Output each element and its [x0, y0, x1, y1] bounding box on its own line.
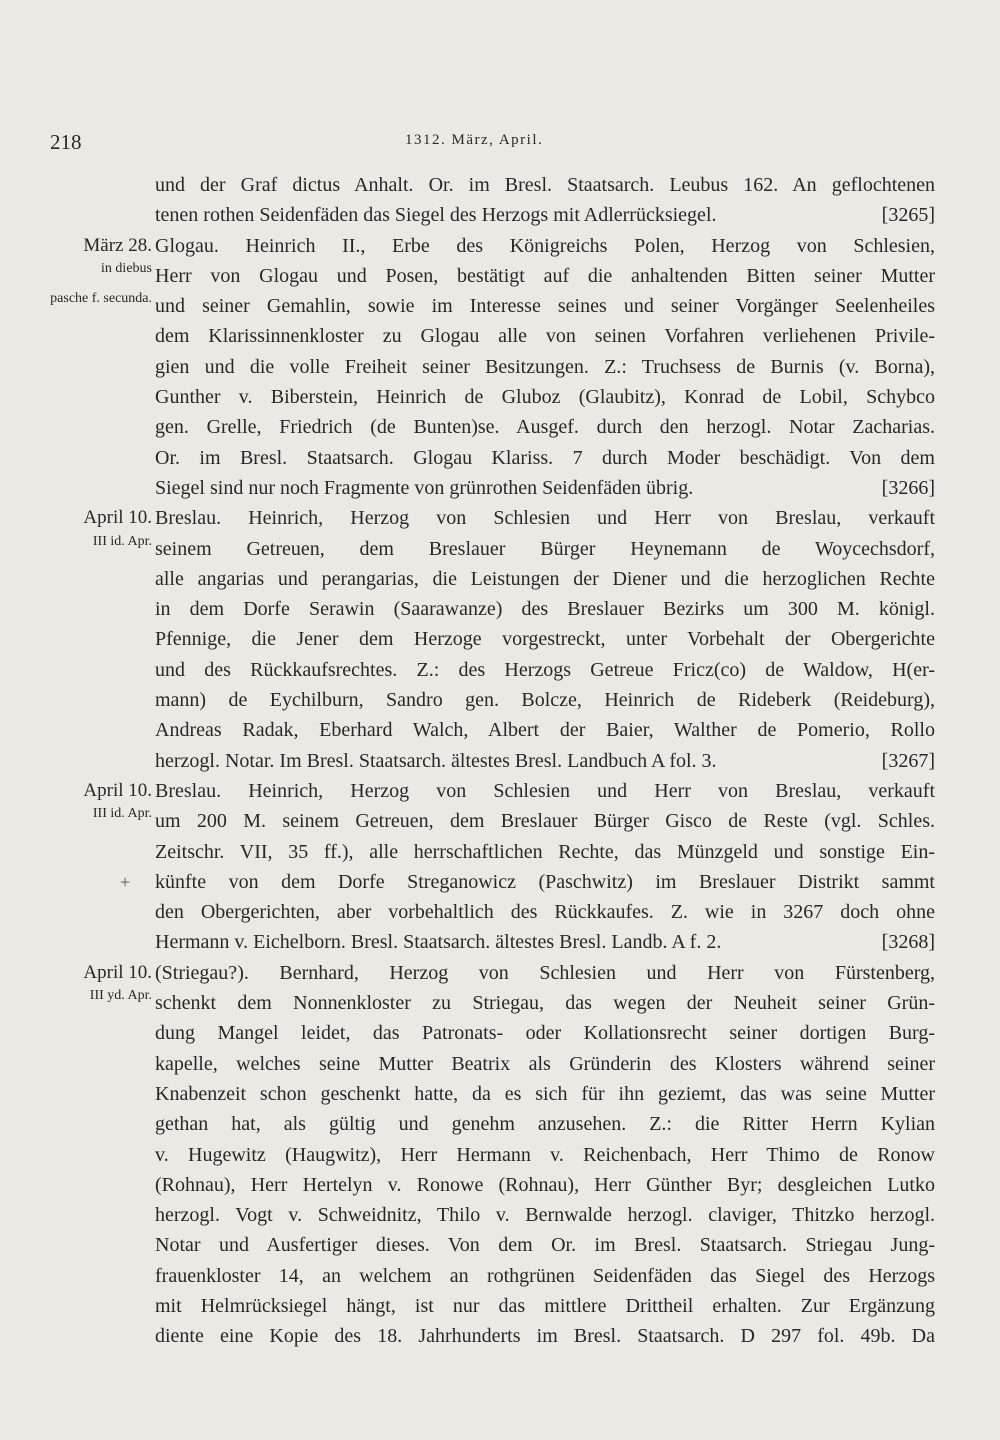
document-number: [3266] [881, 476, 935, 499]
text-line [50, 352, 935, 382]
line-text: gen. Grelle, Friedrich (de Bunten)se. Ausgef. durch den herzogl. Notar Zacharias. [155, 416, 935, 439]
text-line [50, 988, 935, 1018]
page-number: 218 [50, 130, 82, 154]
text-line [50, 1140, 935, 1170]
margin-mark: + [120, 871, 131, 892]
line-text: kapelle, welches seine Mutter Beatrix als Gründerin des Klosters während seiner [155, 1052, 935, 1075]
text-line [50, 746, 935, 776]
line-text: herzogl. Notar. Im Bresl. Staatsarch. ältestes Bresl. Landbuch A fol. 3. [155, 749, 717, 772]
line-text: tenen rothen Seidenfäden das Siegel des Herzogs mit Adlerrücksiegel. [155, 204, 717, 227]
text-line [50, 473, 935, 503]
line-text: gethan hat, als gültig und genehm anzusehen. Z.: die Ritter Herrn Kylian [155, 1113, 935, 1136]
text-line [50, 837, 935, 867]
text-line [50, 503, 935, 533]
running-head: 1312. März, April. [405, 132, 544, 148]
text-line [50, 382, 935, 412]
line-text: und des Rückkaufsrechtes. Z.: des Herzogs Getreue Fricz(co) de Waldow, H(er- [155, 658, 935, 681]
line-text: Knabenzeit schon geschenkt hatte, da es sich für ihn geziemt, das was seine Mutter [155, 1082, 935, 1105]
margin-date: März 28. [83, 234, 152, 256]
line-text: Pfennige, die Jener dem Herzoge vorgestreckt, unter Vorbehalt der Obergerichte [155, 628, 935, 651]
line-text: dem Klarissinnenkloster zu Glogau alle von seinen Vorfahren verliehenen Privile- [155, 325, 935, 348]
line-text: und seiner Gemahlin, sowie im Interesse seines und seiner Vorgänger Seelenheiles [155, 295, 935, 318]
line-text: seinem Getreuen, dem Breslauer Bürger Heynemann de Woycechsdorf, [155, 537, 935, 560]
line-text: alle angarias und perangarias, die Leistungen der Diener und die herzoglichen Rechte [155, 567, 935, 590]
text-line [50, 200, 935, 230]
line-text: Gunther v. Biberstein, Heinrich de Gluboz (Glaubitz), Konrad de Lobil, Schybco [155, 386, 935, 409]
line-text: und der Graf dictus Anhalt. Or. im Bresl. Staatsarch. Leubus 162. An geflochtenen [155, 174, 935, 196]
line-text: Andreas Radak, Eberhard Walch, Albert der Baier, Walther de Pomerio, Rollo [155, 719, 935, 742]
text-line [50, 1230, 935, 1260]
text-line [50, 231, 935, 261]
text-line [50, 958, 935, 988]
text-line [50, 1018, 935, 1048]
text-line [50, 443, 935, 473]
text-line [50, 806, 935, 836]
body-text [50, 170, 935, 1352]
line-text: Breslau. Heinrich, Herzog von Schlesien und Herr von Breslau, verkauft [155, 779, 935, 802]
text-line [50, 533, 935, 564]
line-text: mit Helmrücksiegel hängt, ist nur das mittlere Drittheil erhalten. Zur Ergänzung [155, 1294, 935, 1317]
line-text: gien und die volle Freiheit seiner Besitzungen. Z.: Truchsess de Burnis (v. Borna), [155, 355, 935, 378]
text-line [50, 1321, 935, 1351]
margin-date: April 10. [83, 779, 152, 801]
line-text: Breslau. Heinrich, Herzog von Schlesien und Herr von Breslau, verkauft [155, 507, 935, 530]
text-line [50, 624, 935, 654]
margin-note: III id. Apr. [92, 533, 152, 549]
text-line [50, 594, 935, 624]
text-line [50, 1170, 935, 1200]
line-text: schenkt dem Nonnenkloster zu Striegau, das wegen der Neuheit seiner Grün- [155, 992, 935, 1015]
line-text: den Obergerichten, aber vorbehaltlich des Rückkaufes. Z. wie in 3267 doch ohne [155, 901, 935, 924]
line-text: Notar und Ausfertiger dieses. Von dem Or. im Bresl. Staatsarch. Striegau Jung- [155, 1234, 935, 1257]
line-text: künfte von dem Dorfe Streganowicz (Paschwitz) im Breslauer Distrikt sammt [155, 870, 935, 893]
line-text: um 200 M. seinem Getreuen, dem Breslauer Bürger Gisco de Reste (vgl. Schles. [155, 810, 935, 833]
margin-date: April 10. [83, 507, 152, 529]
margin-note: III id. Apr. [92, 806, 152, 822]
margin-note: III yd. Apr. [89, 988, 152, 1004]
document-number: [3268] [881, 931, 935, 954]
document-number: [3267] [881, 749, 935, 772]
text-line [50, 715, 935, 745]
text-line [50, 564, 935, 594]
text-line [50, 927, 935, 957]
line-text: herzogl. Vogt v. Schweidnitz, Thilo v. Bernwalde herzogl. claviger, Thitzko herzogl. [155, 1204, 935, 1227]
line-text: Hermann v. Eichelborn. Bresl. Staatsarch. ältestes Bresl. Landb. A f. 2. [155, 931, 722, 954]
text-line [50, 655, 935, 685]
text-line [50, 776, 935, 806]
text-line [50, 1291, 935, 1321]
line-text: Herr von Glogau und Posen, bestätigt auf die anhaltenden Bitten seiner Mutter [155, 264, 935, 287]
line-text: Siegel sind nur noch Fragmente von grünrothen Seidenfäden übrig. [155, 476, 694, 499]
margin-date: April 10. [83, 961, 152, 983]
text-line [50, 1079, 935, 1109]
margin-note: in diebus [101, 260, 152, 276]
line-text: mann) de Eychilburn, Sandro gen. Bolcze, Heinrich de Rideberk (Reideburg), [155, 689, 935, 712]
line-text: frauenkloster 14, an welchem an rothgrünen Seidenfäden das Siegel des Herzogs [155, 1264, 935, 1287]
line-text: diente eine Kopie des 18. Jahrhunderts im Bresl. Staatsarch. D 297 fol. 49b. Da [155, 1325, 935, 1348]
text-line [50, 1200, 935, 1230]
text-line [50, 321, 935, 351]
text-line [50, 1109, 935, 1139]
line-text: in dem Dorfe Serawin (Saarawanze) des Breslauer Bezirks um 300 M. königl. [155, 598, 935, 621]
line-text: (Striegau?). Bernhard, Herzog von Schlesien und Herr von Fürstenberg, [155, 961, 935, 984]
line-text: Glogau. Heinrich II., Erbe des Königreichs Polen, Herzog von Schlesien, [155, 234, 935, 257]
text-line [50, 170, 935, 200]
margin-note: pasche f. secunda. [50, 291, 152, 307]
line-text: Zeitschr. VII, 35 ff.), alle herrschaftlichen Rechte, das Münzgeld und sonstige Ein- [155, 840, 935, 863]
line-text: Or. im Bresl. Staatsarch. Glogau Klariss. 7 durch Moder beschädigt. Von dem [155, 446, 935, 469]
line-text: v. Hugewitz (Haugwitz), Herr Hermann v. Reichenbach, Herr Thimo de Ronow [155, 1143, 935, 1166]
text-line [50, 260, 935, 291]
text-line [50, 1049, 935, 1079]
text-line [50, 897, 935, 927]
text-line [50, 1261, 935, 1291]
page-header [0, 130, 1000, 160]
text-line [50, 291, 935, 321]
text-line [50, 412, 935, 442]
line-text: dung Mangel leidet, das Patronats- oder Kollationsrecht seiner dortigen Burg- [155, 1022, 935, 1045]
line-text: (Rohnau), Herr Hertelyn v. Ronowe (Rohnau), Herr Günther Byr; desgleichen Lutko [155, 1173, 935, 1196]
document-number: [3265] [881, 204, 935, 227]
text-line [50, 685, 935, 715]
text-line [50, 867, 935, 897]
